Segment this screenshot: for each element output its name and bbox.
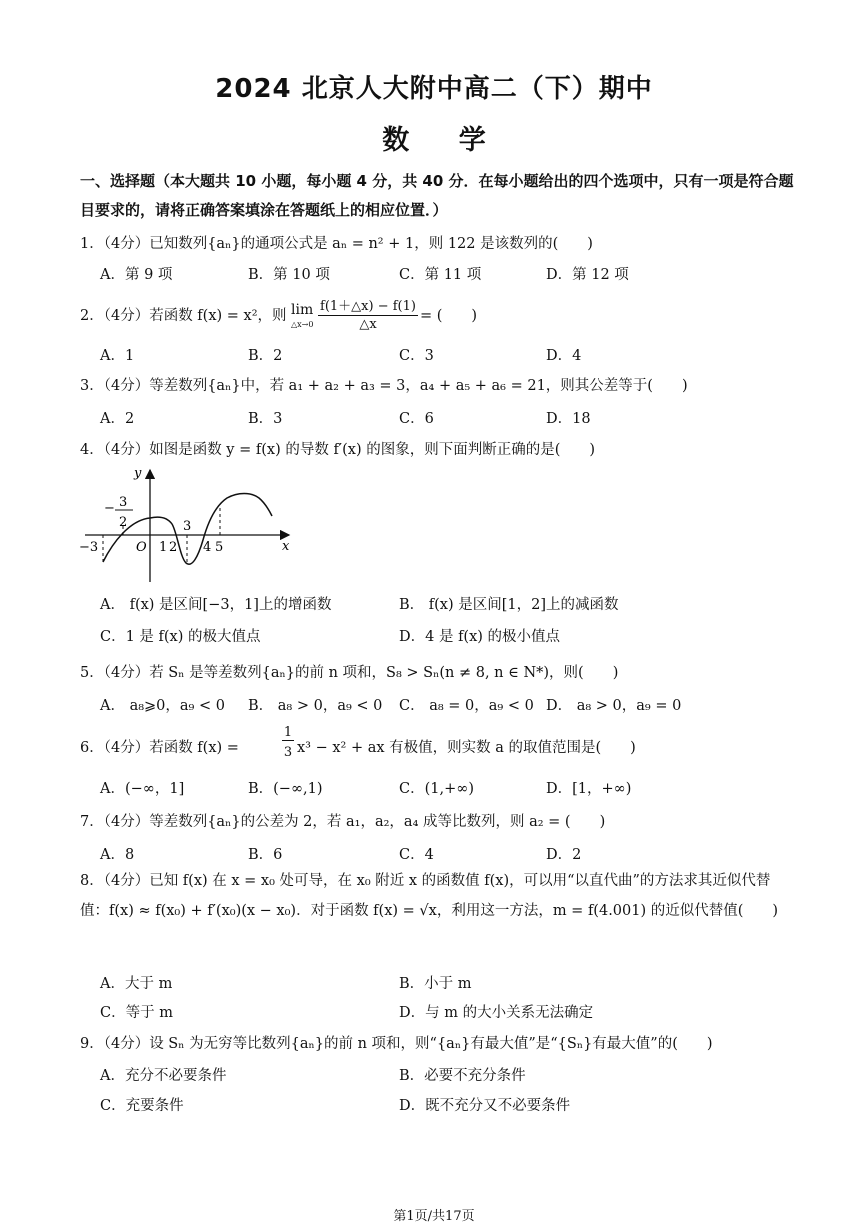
subject-title: 数 学 xyxy=(382,125,486,156)
page-title: 2024 北京人大附中高二（下）期中 xyxy=(215,74,653,104)
question-7-option-b: B．6 xyxy=(248,847,283,863)
question-6-frac-den: 3 xyxy=(283,745,293,760)
question-2-option-b: B．2 xyxy=(248,348,283,364)
question-8-option-d: D．与 m 的大小关系无法确定 xyxy=(399,1005,594,1021)
question-7-stem: 7．（4分）等差数列{aₙ}的公差为 2，若 a₁，a₂，a₄ 成等比数列，则 a₂ = ( ) xyxy=(80,814,606,830)
question-8-option-c: C．等于 m xyxy=(100,1005,173,1021)
question-6-option-c: C．(1,+∞) xyxy=(399,781,474,797)
question-9-option-a: A．充分不必要条件 xyxy=(100,1068,227,1084)
tick-neg-sign: − xyxy=(104,501,115,516)
question-4-option-b: B． f(x) 是区间[1，2]上的减函数 xyxy=(399,597,619,613)
x-label: x xyxy=(282,539,290,554)
question-1-option-b: B．第 10 项 xyxy=(248,267,330,283)
question-4-option-c: C．1 是 f(x) 的极大值点 xyxy=(100,629,261,645)
question-2-option-c: C．3 xyxy=(399,348,434,364)
tick-frac-den: 2 xyxy=(119,515,128,530)
page-footer: 第1页/共17页 xyxy=(393,1209,475,1224)
question-6-option-d: D．[1，+∞) xyxy=(546,781,632,797)
question-3-option-d: D．18 xyxy=(546,411,591,427)
question-4-option-a: A． f(x) 是区间[−3，1]上的增函数 xyxy=(100,597,332,613)
question-1-option-c: C．第 11 项 xyxy=(399,267,482,283)
question-8-stem: 8．（4分）已知 f(x) 在 x = x₀ 处可导，在 x₀ 附近 x 的函数值 f(x)，可以用“以直代曲”的方法求其近似代替值：f(x) ≈ f(x₀) + f′(x₀)(x − x₀)．对于函数 f(x) = √x，利用这一方法，m = f(4.001) 的近似代替值( ) xyxy=(80,873,779,919)
question-2-option-a: A．1 xyxy=(100,348,135,364)
question-2-frac-num: f(1＋△x) − f(1) xyxy=(318,295,418,316)
question-1-stem: 1．（4分）已知数列{aₙ}的通项公式是 aₙ = n² + 1，则 122 是该数列的( ) xyxy=(80,236,593,252)
question-3-stem: 3．（4分）等差数列{aₙ}中，若 a₁ + a₂ + a₃ = 3，a₄ + a₅ + a₆ = 21，则其公差等于( ) xyxy=(80,378,688,394)
question-9-option-d: D．既不充分又不必要条件 xyxy=(399,1098,571,1114)
question-8-option-a: A．大于 m xyxy=(100,976,173,992)
section-heading: 一、选择题（本大题共 10 小题，每小题 4 分，共 40 分．在每小题给出的四个选项中，只有一项是符合题目要求的，请将正确答案填涂在答题纸上的相应位置．） xyxy=(80,172,794,219)
question-2-lim: lim xyxy=(291,302,314,318)
question-6-option-b: B．(−∞,1) xyxy=(248,781,323,797)
origin-label: O xyxy=(136,540,147,555)
tick-1: 1 xyxy=(159,540,168,555)
question-9-stem: 9．（4分）设 Sₙ 为无穷等比数列{aₙ}的前 n 项和，则“{aₙ}有最大值”是“{Sₙ}有最大值”的( ) xyxy=(80,1036,713,1052)
tick-5: 5 xyxy=(215,540,224,555)
derivative-graph xyxy=(75,462,300,587)
question-7-option-a: A．8 xyxy=(100,847,135,863)
question-9-option-c: C．充要条件 xyxy=(100,1098,184,1114)
question-1-option-d: D．第 12 项 xyxy=(546,267,629,283)
tick-3: 3 xyxy=(183,519,192,534)
question-4-stem: 4．（4分）如图是函数 y = f(x) 的导数 f′(x) 的图象，则下面判断正确的是( ) xyxy=(80,442,596,458)
question-2-lim-sub: △x→0 xyxy=(291,320,314,329)
question-2-option-d: D．4 xyxy=(546,348,582,364)
tick-neg3: −3 xyxy=(79,540,99,555)
tick-frac-num: 3 xyxy=(119,495,128,510)
question-2-stem-suffix: = ( ) xyxy=(420,308,478,324)
question-5-option-c: C． a₈ = 0，a₉ < 0 xyxy=(399,698,534,714)
question-1-option-a: A．第 9 项 xyxy=(100,267,173,283)
question-7-option-d: D．2 xyxy=(546,847,582,863)
question-7-option-c: C．4 xyxy=(399,847,434,863)
question-6-option-a: A．(−∞，1] xyxy=(100,781,185,797)
question-2-stem-prefix: 2．（4分）若函数 f(x) = x²，则 xyxy=(80,308,287,324)
question-5-option-d: D． a₈ > 0，a₉ = 0 xyxy=(546,698,682,714)
question-3-option-b: B．3 xyxy=(248,411,283,427)
question-3-option-c: C．6 xyxy=(399,411,434,427)
question-2-frac-den: △x xyxy=(359,317,377,332)
question-6-stem-prefix: 6．（4分）若函数 f(x) = xyxy=(80,740,239,756)
question-8-option-b: B．小于 m xyxy=(399,976,472,992)
question-5-option-a: A． a₈⩾0，a₉ < 0 xyxy=(100,698,225,714)
question-6-stem-suffix: x³ − x² + ax 有极值，则实数 a 的取值范围是( ) xyxy=(297,740,636,756)
tick-4: 4 xyxy=(203,540,212,555)
question-5-option-b: B． a₈ > 0，a₉ < 0 xyxy=(248,698,383,714)
question-4-option-d: D．4 是 f(x) 的极小值点 xyxy=(399,629,561,645)
question-9-option-b: B．必要不充分条件 xyxy=(399,1068,526,1084)
question-5-stem: 5．（4分）若 Sₙ 是等差数列{aₙ}的前 n 项和，S₈ > Sₙ(n ≠ 8, n ∈ N*)，则( ) xyxy=(80,665,619,681)
tick-2: 2 xyxy=(169,540,178,555)
question-6-frac-num: 1 xyxy=(283,725,293,740)
question-3-option-a: A．2 xyxy=(100,411,135,427)
y-label: y xyxy=(134,466,142,481)
